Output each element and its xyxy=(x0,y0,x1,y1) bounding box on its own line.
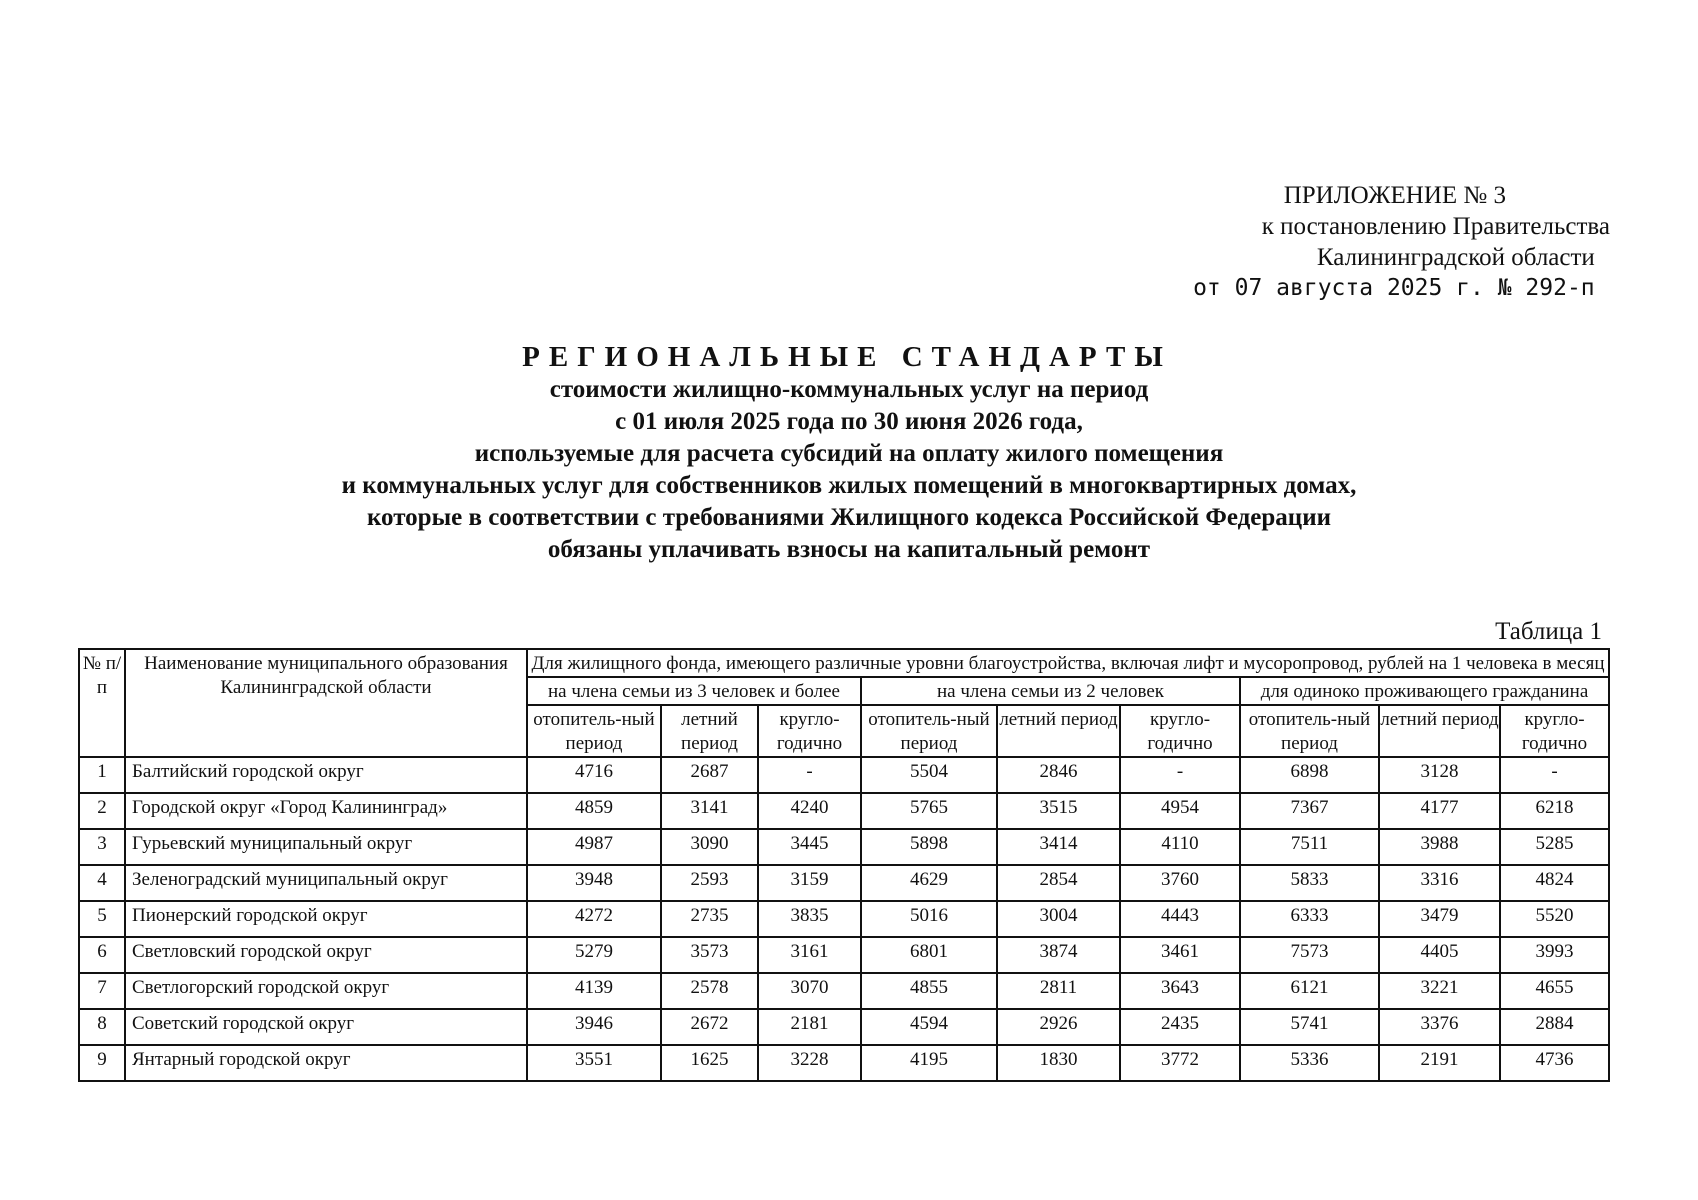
row-value: 2811 xyxy=(997,973,1120,1009)
row-value: 6801 xyxy=(861,937,997,973)
row-value: 3643 xyxy=(1120,973,1240,1009)
heading-line: используемые для расчета субсидий на оплату жилого помещения xyxy=(474,440,1224,467)
row-value: 4594 xyxy=(861,1009,997,1045)
header-period: отопитель-ный период xyxy=(527,705,661,757)
row-value: 3874 xyxy=(997,937,1120,973)
row-value: 3515 xyxy=(997,793,1120,829)
row-value: 2854 xyxy=(997,865,1120,901)
row-municipality: Светлогорский городской округ xyxy=(125,973,527,1009)
row-value: 3228 xyxy=(758,1045,861,1081)
row-value: 5504 xyxy=(861,757,997,793)
row-value: 5285 xyxy=(1500,829,1609,865)
row-municipality: Советский городской округ xyxy=(125,1009,527,1045)
row-municipality: Пионерский городской округ xyxy=(125,901,527,937)
heading-line: и коммунальных услуг для собственников жилых помещений в многоквартирных домах, xyxy=(341,472,1357,499)
row-value: 5741 xyxy=(1240,1009,1379,1045)
heading-line: которые в соответствии с требованиями Жилищного кодекса Российской Федерации xyxy=(366,504,1332,531)
row-value: 2846 xyxy=(997,757,1120,793)
row-value: 3573 xyxy=(661,937,758,973)
standards-table xyxy=(78,648,1610,1082)
table-row xyxy=(79,757,1609,793)
row-num: 4 xyxy=(79,865,125,901)
row-value: - xyxy=(758,757,861,793)
table-row xyxy=(79,865,1609,901)
row-value: 3551 xyxy=(527,1045,661,1081)
row-value: 2884 xyxy=(1500,1009,1609,1045)
row-value: 4240 xyxy=(758,793,861,829)
row-value: 4177 xyxy=(1379,793,1500,829)
table-row xyxy=(79,901,1609,937)
row-value: 4405 xyxy=(1379,937,1500,973)
table-row xyxy=(79,937,1609,973)
row-value: - xyxy=(1500,757,1609,793)
row-value: 2735 xyxy=(661,901,758,937)
row-value: 5898 xyxy=(861,829,997,865)
row-value: 3316 xyxy=(1379,865,1500,901)
row-value: 3988 xyxy=(1379,829,1500,865)
row-num: 2 xyxy=(79,793,125,829)
table-row xyxy=(79,829,1609,865)
row-value: 2687 xyxy=(661,757,758,793)
header-subgroup-2-persons: на члена семьи из 2 человек xyxy=(861,677,1240,705)
row-value: 2926 xyxy=(997,1009,1120,1045)
row-value: 4195 xyxy=(861,1045,997,1081)
row-value: 2672 xyxy=(661,1009,758,1045)
row-value: 4629 xyxy=(861,865,997,901)
row-value: 5279 xyxy=(527,937,661,973)
header-period: кругло-годично xyxy=(1500,705,1609,757)
header-period: летний период xyxy=(661,705,758,757)
row-value: 4655 xyxy=(1500,973,1609,1009)
row-value: 3946 xyxy=(527,1009,661,1045)
row-value: 6898 xyxy=(1240,757,1379,793)
table-caption: Таблица 1 xyxy=(1495,618,1602,645)
row-value: 5765 xyxy=(861,793,997,829)
row-value: 3070 xyxy=(758,973,861,1009)
row-value: 2191 xyxy=(1379,1045,1500,1081)
appendix-block xyxy=(1193,180,1610,304)
header-period: летний период xyxy=(997,705,1120,757)
heading-line: с 01 июля 2025 года по 30 июня 2026 года, xyxy=(615,408,1083,435)
table-row xyxy=(79,793,1609,829)
row-municipality: Янтарный городской округ xyxy=(125,1045,527,1081)
row-value: 4954 xyxy=(1120,793,1240,829)
row-value: 3161 xyxy=(758,937,861,973)
row-municipality: Гурьевский муниципальный округ xyxy=(125,829,527,865)
row-value: 5833 xyxy=(1240,865,1379,901)
header-period: летний период xyxy=(1379,705,1500,757)
row-value: 3461 xyxy=(1120,937,1240,973)
row-value: 3414 xyxy=(997,829,1120,865)
row-value: 2593 xyxy=(661,865,758,901)
row-value: 4110 xyxy=(1120,829,1240,865)
heading-line: стоимости жилищно-коммунальных услуг на период xyxy=(549,376,1149,403)
row-value: 3004 xyxy=(997,901,1120,937)
row-value: 5520 xyxy=(1500,901,1609,937)
row-value: 3159 xyxy=(758,865,861,901)
appendix-title: ПРИЛОЖЕНИЕ № 3 xyxy=(1283,182,1507,209)
row-value: 7573 xyxy=(1240,937,1379,973)
heading-line: обязаны уплачивать взносы на капитальный ремонт xyxy=(547,536,1151,563)
row-num: 3 xyxy=(79,829,125,865)
row-value: 4443 xyxy=(1120,901,1240,937)
row-value: 4855 xyxy=(861,973,997,1009)
row-value: - xyxy=(1120,757,1240,793)
row-value: 6121 xyxy=(1240,973,1379,1009)
appendix-line-3: от 07 августа 2025 г. № 292-п xyxy=(1193,275,1595,301)
row-value: 4987 xyxy=(527,829,661,865)
row-value: 2181 xyxy=(758,1009,861,1045)
row-value: 4859 xyxy=(527,793,661,829)
row-value: 3221 xyxy=(1379,973,1500,1009)
row-num: 8 xyxy=(79,1009,125,1045)
row-value: 3445 xyxy=(758,829,861,865)
header-period: кругло-годично xyxy=(1120,705,1240,757)
row-num: 5 xyxy=(79,901,125,937)
row-value: 3993 xyxy=(1500,937,1609,973)
row-municipality: Балтийский городской округ xyxy=(125,757,527,793)
row-value: 7367 xyxy=(1240,793,1379,829)
table-row xyxy=(79,973,1609,1009)
row-municipality: Городской округ «Город Калининград» xyxy=(125,793,527,829)
heading-block xyxy=(0,340,1698,566)
row-num: 9 xyxy=(79,1045,125,1081)
row-value: 4716 xyxy=(527,757,661,793)
header-period: отопитель-ный период xyxy=(861,705,997,757)
row-value: 3835 xyxy=(758,901,861,937)
row-value: 6333 xyxy=(1240,901,1379,937)
row-value: 3141 xyxy=(661,793,758,829)
row-num: 1 xyxy=(79,757,125,793)
row-value: 3948 xyxy=(527,865,661,901)
appendix-line-2: Калининградской области xyxy=(1316,244,1595,271)
row-value: 3128 xyxy=(1379,757,1500,793)
row-value: 2435 xyxy=(1120,1009,1240,1045)
row-value: 6218 xyxy=(1500,793,1609,829)
header-subgroup-single: для одиноко проживающего гражданина xyxy=(1240,677,1609,705)
header-period: кругло-годично xyxy=(758,705,861,757)
row-value: 4824 xyxy=(1500,865,1609,901)
header-municipality: Наименование муниципального образования Калининградской области xyxy=(125,649,527,757)
row-value: 3479 xyxy=(1379,901,1500,937)
row-value: 4736 xyxy=(1500,1045,1609,1081)
appendix-line-1: к постановлению Правительства xyxy=(1261,213,1610,240)
row-value: 7511 xyxy=(1240,829,1379,865)
row-value: 5016 xyxy=(861,901,997,937)
row-value: 4139 xyxy=(527,973,661,1009)
header-period: отопитель-ный период xyxy=(1240,705,1379,757)
row-value: 3772 xyxy=(1120,1045,1240,1081)
row-value: 5336 xyxy=(1240,1045,1379,1081)
row-value: 1830 xyxy=(997,1045,1120,1081)
row-value: 1625 xyxy=(661,1045,758,1081)
header-num: № п/п xyxy=(79,649,125,757)
row-num: 7 xyxy=(79,973,125,1009)
row-value: 3760 xyxy=(1120,865,1240,901)
row-value: 3376 xyxy=(1379,1009,1500,1045)
row-value: 2578 xyxy=(661,973,758,1009)
header-group: Для жилищного фонда, имеющего различные уровни благоустройства, включая лифт и мусоропровод, рублей на 1 человека в месяц xyxy=(527,649,1609,677)
heading-main: РЕГИОНАЛЬНЫЕ СТАНДАРТЫ xyxy=(522,341,1172,373)
row-num: 6 xyxy=(79,937,125,973)
row-municipality: Зеленоградский муниципальный округ xyxy=(125,865,527,901)
table-row xyxy=(79,1009,1609,1045)
row-value: 4272 xyxy=(527,901,661,937)
row-value: 3090 xyxy=(661,829,758,865)
row-municipality: Светловский городской округ xyxy=(125,937,527,973)
table-row xyxy=(79,1045,1609,1081)
header-subgroup-3-persons: на члена семьи из 3 человек и более xyxy=(527,677,861,705)
